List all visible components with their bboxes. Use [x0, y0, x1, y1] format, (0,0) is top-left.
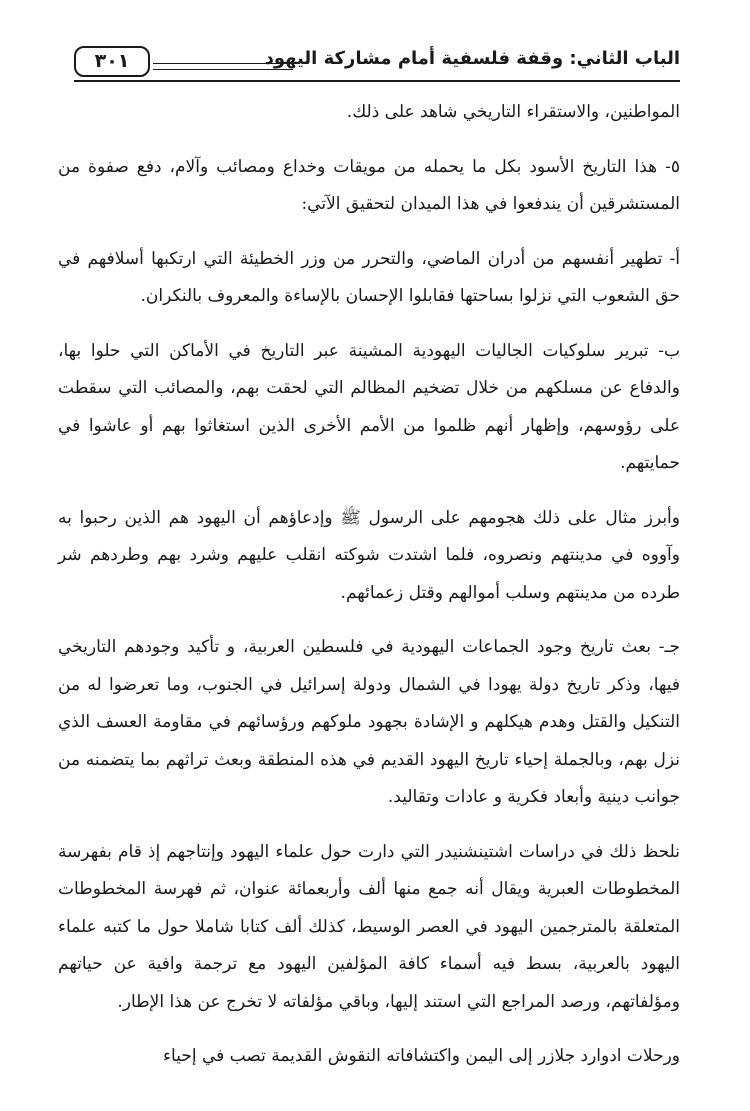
- page-header: [58, 40, 680, 84]
- paragraph: ورحلات ادوارد جلازر إلى اليمن واكتشافاته النقوش القديمة تصب في إحياء: [163, 1046, 680, 1066]
- paragraph: وأبرز مثال على ذلك هجومهم على الرسول ﷺ وإدعاؤهم أن اليهود هم الذين رحبوا به وآووه في مدينتهم ونصروه، فلما اشتدت شوكته انقلب عليهم وشرد بهم وطردهم شر طرده من مدينتهم وسلب أموالهم وقتل زعمائهم.: [58, 507, 680, 603]
- header-decorative-line: [153, 69, 293, 70]
- page-number: ٣٠١: [74, 46, 150, 77]
- paragraph: أ- تطهير أنفسهم من أدران الماضي، والتحرر من وزر الخطيئة التي ارتكبها أسلافهم في حق الشعوب التي نزلوا بساحتها فقابلوا الإحسان بالإساءة والمعروف بالنكران.: [58, 248, 680, 306]
- paragraph: المواطنين، والاستقراء التاريخي شاهد على ذلك.: [346, 102, 680, 122]
- paragraph: جـ- بعث تاريخ وجود الجماعات اليهودية في فلسطين العربية، و تأكيد وجودهم التاريخي فيها، وذكر تاريخ دولة يهودا في الشمال ودولة إسرائيل في الجنوب، وما تعرضوا له من التنكيل والقتل وهدم هيكلهم و الإشادة بجهود ملوكهم ورؤسائهم في مقاومة العسف الذي نزل بهم، وبالجملة إحياء تاريخ اليهود القديم في هذه المنطقة وبعث تراثهم بما يتضمنه من جوانب دينية وأبعاد فكرية و عادات وتقاليد.: [58, 637, 680, 807]
- paragraph: نلحظ ذلك في دراسات اشتينشنيدر التي دارت حول علماء اليهود وإنتاجهم إذ قام بفهرسة المخطوطات العبرية ويقال أنه جمع منها ألف وأربعمائة عنوان، ثم فهرسة المخطوطات المتعلقة بالمترجمين اليهود في العصر الوسيط، كذلك ألف كتابا شاملا حول ما كتبه علماء اليهود بالعربية، بسط فيه أسماء كافة المؤلفين اليهود مع ترجمة وافية عن حياتهم ومؤلفاتهم، ورصد المراجع التي استند إليها، وباقي مؤلفاته لا تخرج عن هذا الإطار.: [58, 841, 680, 1012]
- header-decorative-line: [153, 63, 293, 64]
- chapter-title: الباب الثاني: وقفة فلسفية أمام مشاركة اليهود: [264, 48, 680, 69]
- paragraph: ب- تبرير سلوكيات الجاليات اليهودية المشينة عبر التاريخ في الأماكن التي حلوا بها، والدفاع عن مسلكهم من خلال تضخيم المظالم التي لحقت بهم، والمصائب التي سقطت على رؤوسهم، وإظهار أنهم ظلموا من الأمم الأخرى الذين استغاثوا بهم أو عاشوا في حمايتهم.: [58, 340, 680, 473]
- header-rule: [74, 80, 680, 82]
- paragraph: ٥- هذا التاريخ الأسود بكل ما يحمله من مويقات وخداع ومصائب وآلام، دفع صفوة من المستشرقين أن يندفعوا في هذا الميدان لتحقيق الآتي:: [58, 156, 680, 214]
- body-text: [58, 94, 680, 1076]
- book-page: [58, 40, 680, 1093]
